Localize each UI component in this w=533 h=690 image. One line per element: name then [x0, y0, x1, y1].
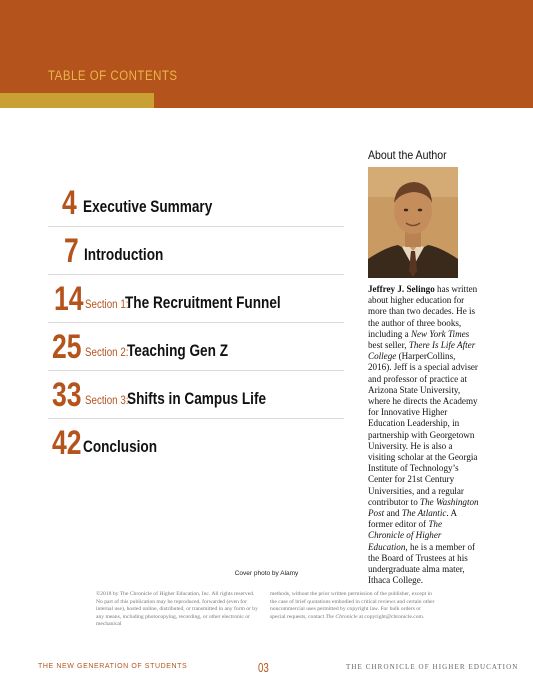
toc-page-number: 7 [64, 232, 79, 270]
toc-item-recruitment-funnel[interactable] [48, 274, 344, 323]
header-band [0, 0, 533, 108]
toc-section-label: Section 3: [85, 395, 129, 407]
toc-page-number: 33 [52, 376, 82, 414]
bio-text: has written about higher education for more than two decades. He is the author of three books, including a [368, 284, 478, 339]
toc-item-conclusion[interactable] [48, 418, 344, 466]
bio-italic-book: There Is Life After College [368, 340, 476, 362]
page-title: TABLE OF CONTENTS [48, 68, 178, 83]
toc-page-number: 42 [52, 424, 82, 462]
gold-accent-bar [0, 93, 154, 108]
toc-section-label: Section 1: [85, 299, 129, 311]
copyright-notice-left: ©2018 by The Chronicle of Higher Education, Inc. All rights reserved. No part of this publication may be reproduced, forwarded (even for internal use), hosted online, distributed, or transmitted in any form or by any means, including photocopying, recording, or other electronic or mechanical [96, 591, 258, 628]
copyright-notice-right [270, 591, 436, 621]
bio-text: . A former editor of [368, 508, 457, 530]
author-name: Jeffrey J. Selingo [368, 284, 435, 294]
toc-title: Executive Summary [83, 197, 213, 216]
toc-page-number: 14 [54, 280, 84, 318]
author-photo [368, 167, 458, 278]
author-bio [368, 284, 480, 586]
footer-publication-name: THE CHRONICLE OF HIGHER EDUCATION [346, 663, 519, 671]
toc-item-introduction[interactable] [48, 226, 344, 275]
bio-italic-publication: The Atlantic [401, 508, 447, 519]
toc-title: Conclusion [83, 437, 158, 456]
toc-page-number: 4 [62, 184, 77, 222]
bio-italic-book: New York Times [410, 328, 470, 339]
bio-text: best seller, [368, 340, 409, 351]
legal-text: at copyright@chronicle.com. [357, 613, 425, 620]
bio-italic-publication: The Chronicle of Higher Education [368, 519, 442, 552]
cover-photo-credit: Cover photo by Alamy [234, 570, 299, 577]
toc-section-label: Section 2: [85, 347, 129, 359]
bio-text: , he is a member of the Board of Trustees at his undergraduate alma mater, Ithaca College. [368, 541, 476, 586]
author-portrait-image [368, 167, 458, 278]
footer-page-number: 03 [258, 660, 269, 675]
toc-item-executive-summary[interactable] [48, 178, 344, 227]
toc-page-number: 25 [52, 328, 82, 366]
bio-italic-publication: The Washington Post [368, 496, 479, 519]
bio-text: and [384, 508, 402, 519]
legal-italic-publication: The Chronicle [325, 613, 358, 620]
toc-title: Teaching Gen Z [127, 341, 229, 360]
toc-item-teaching-gen-z[interactable] [48, 322, 344, 371]
bio-text: (HarperCollins, 2016). Jeff is a special adviser and professor of practice at Arizona State University, where he directs the Academy for Innovative Higher Education Leadership, in partnership with Georgetown University. He is also a visiting scholar at the Georgia Institute of Technology’s Center for 21st Century Universities, and a regular contributor to [368, 351, 478, 507]
footer-report-title: THE NEW GENERATION OF STUDENTS [38, 663, 188, 670]
toc-title: Shifts in Campus Life [127, 389, 267, 408]
about-author-heading: About the Author [368, 148, 447, 162]
toc-item-shifts-campus-life[interactable] [48, 370, 344, 419]
toc-title: Introduction [84, 245, 164, 264]
toc-title: The Recruitment Funnel [125, 293, 281, 312]
legal-text: methods, without the prior written permission of the publisher, except in the case of brief quotations embodied in critical reviews and certain other noncommercial uses permitted by copyright law. For bulk orders or special requests, contact [270, 591, 435, 620]
